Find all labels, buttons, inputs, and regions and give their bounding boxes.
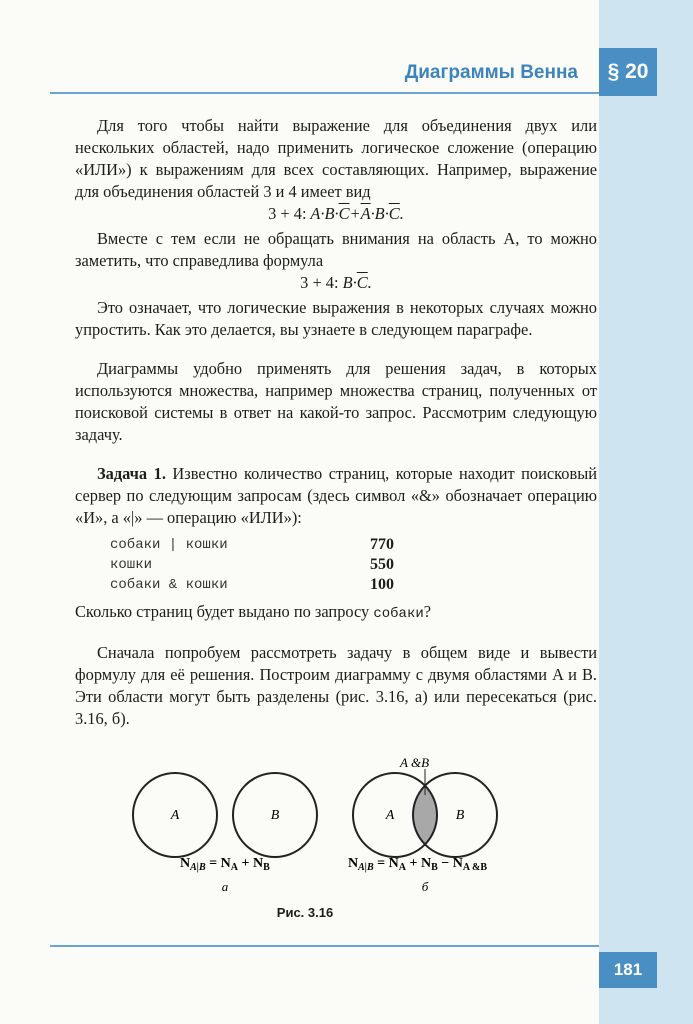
question-keyword: собаки	[373, 606, 424, 622]
label-a-left: A	[170, 808, 180, 823]
sublabel-b: б	[421, 879, 429, 894]
paragraph-2: Вместе с тем если не обращать внимания на область A, то можно заметить, что справедлива формула	[75, 229, 597, 270]
venn-figure	[90, 755, 520, 935]
label-b-right: B	[455, 808, 465, 823]
task-text: Известно количество страниц, которые находит поисковый сервер по следующим запросам (здесь символ «&» обозначает операцию «И», а «|» — операцию «ИЛИ»):	[75, 464, 597, 527]
intersection-label: A &B	[400, 755, 430, 770]
formula-separate: $N_{A|B} = N_A + N_B$	[180, 856, 270, 873]
formula-intersecting: $N_{A|B} = N_A + N_B - N_{A \&B}$	[348, 856, 488, 873]
paragraph-4: Диаграммы удобно применять для решения задач, в которых используются множества, например множества страниц, полученных от поисковой системы в ответ на какой-то запрос. Рассмотрим следующую задачу.	[75, 359, 597, 444]
page-content	[75, 115, 597, 730]
right-sidebar-band	[599, 0, 693, 1024]
query-cell: кошки	[110, 557, 153, 573]
count-cell: 100	[370, 576, 394, 593]
formula-simplified: 3 + 4: $B\cdot\overline{C}$.	[300, 273, 372, 292]
table-row	[110, 555, 394, 575]
paragraph-3: Это означает, что логические выражения в некоторых случаях можно упростить. Как это делается, вы узнаете в следующем параграфе.	[75, 298, 597, 339]
query-cell: собаки & кошки	[110, 577, 228, 593]
count-cell: 770	[370, 536, 394, 553]
paragraph-1: Для того чтобы найти выражение для объединения двух или нескольких областей, надо применить логическое сложение (операцию «ИЛИ») к выражениям для всех составляющих. Например, выражение для объединения областей 3 и 4 имеет вид	[75, 116, 597, 201]
header-divider	[50, 92, 599, 94]
question: Сколько страниц будет выдано по запросу собаки?	[75, 602, 432, 622]
task-paragraph	[75, 463, 597, 529]
chapter-title: Диаграммы Венна	[404, 62, 578, 83]
sublabel-a: a	[221, 879, 229, 894]
formula-union: 3 + 4: $A\cdot B\cdot\overline{C}+\overline{A}\cdot B\cdot\overline{C}$.	[268, 204, 404, 223]
venn-diagrams	[90, 755, 520, 905]
page-number: 181	[599, 952, 657, 988]
query-table	[110, 535, 394, 595]
task-label: Задача 1.	[97, 464, 166, 483]
count-cell: 550	[370, 556, 394, 573]
table-row	[110, 575, 394, 595]
paragraph-5: Сначала попробуем рассмотреть задачу в общем виде и вывести формулу для её решения. Построим диаграмму с двумя областями A и B. Эти области могут быть разделены (рис. 3.16, а) или пересекаться (рис. 3.16, б).	[75, 643, 597, 728]
figure-caption: Рис. 3.16	[276, 905, 334, 920]
label-a-right: A	[385, 808, 395, 823]
footer-divider	[50, 945, 599, 947]
section-badge: § 20	[599, 48, 657, 96]
table-row	[110, 535, 394, 555]
label-b-left: B	[270, 808, 280, 823]
query-cell: собаки | кошки	[110, 537, 228, 553]
